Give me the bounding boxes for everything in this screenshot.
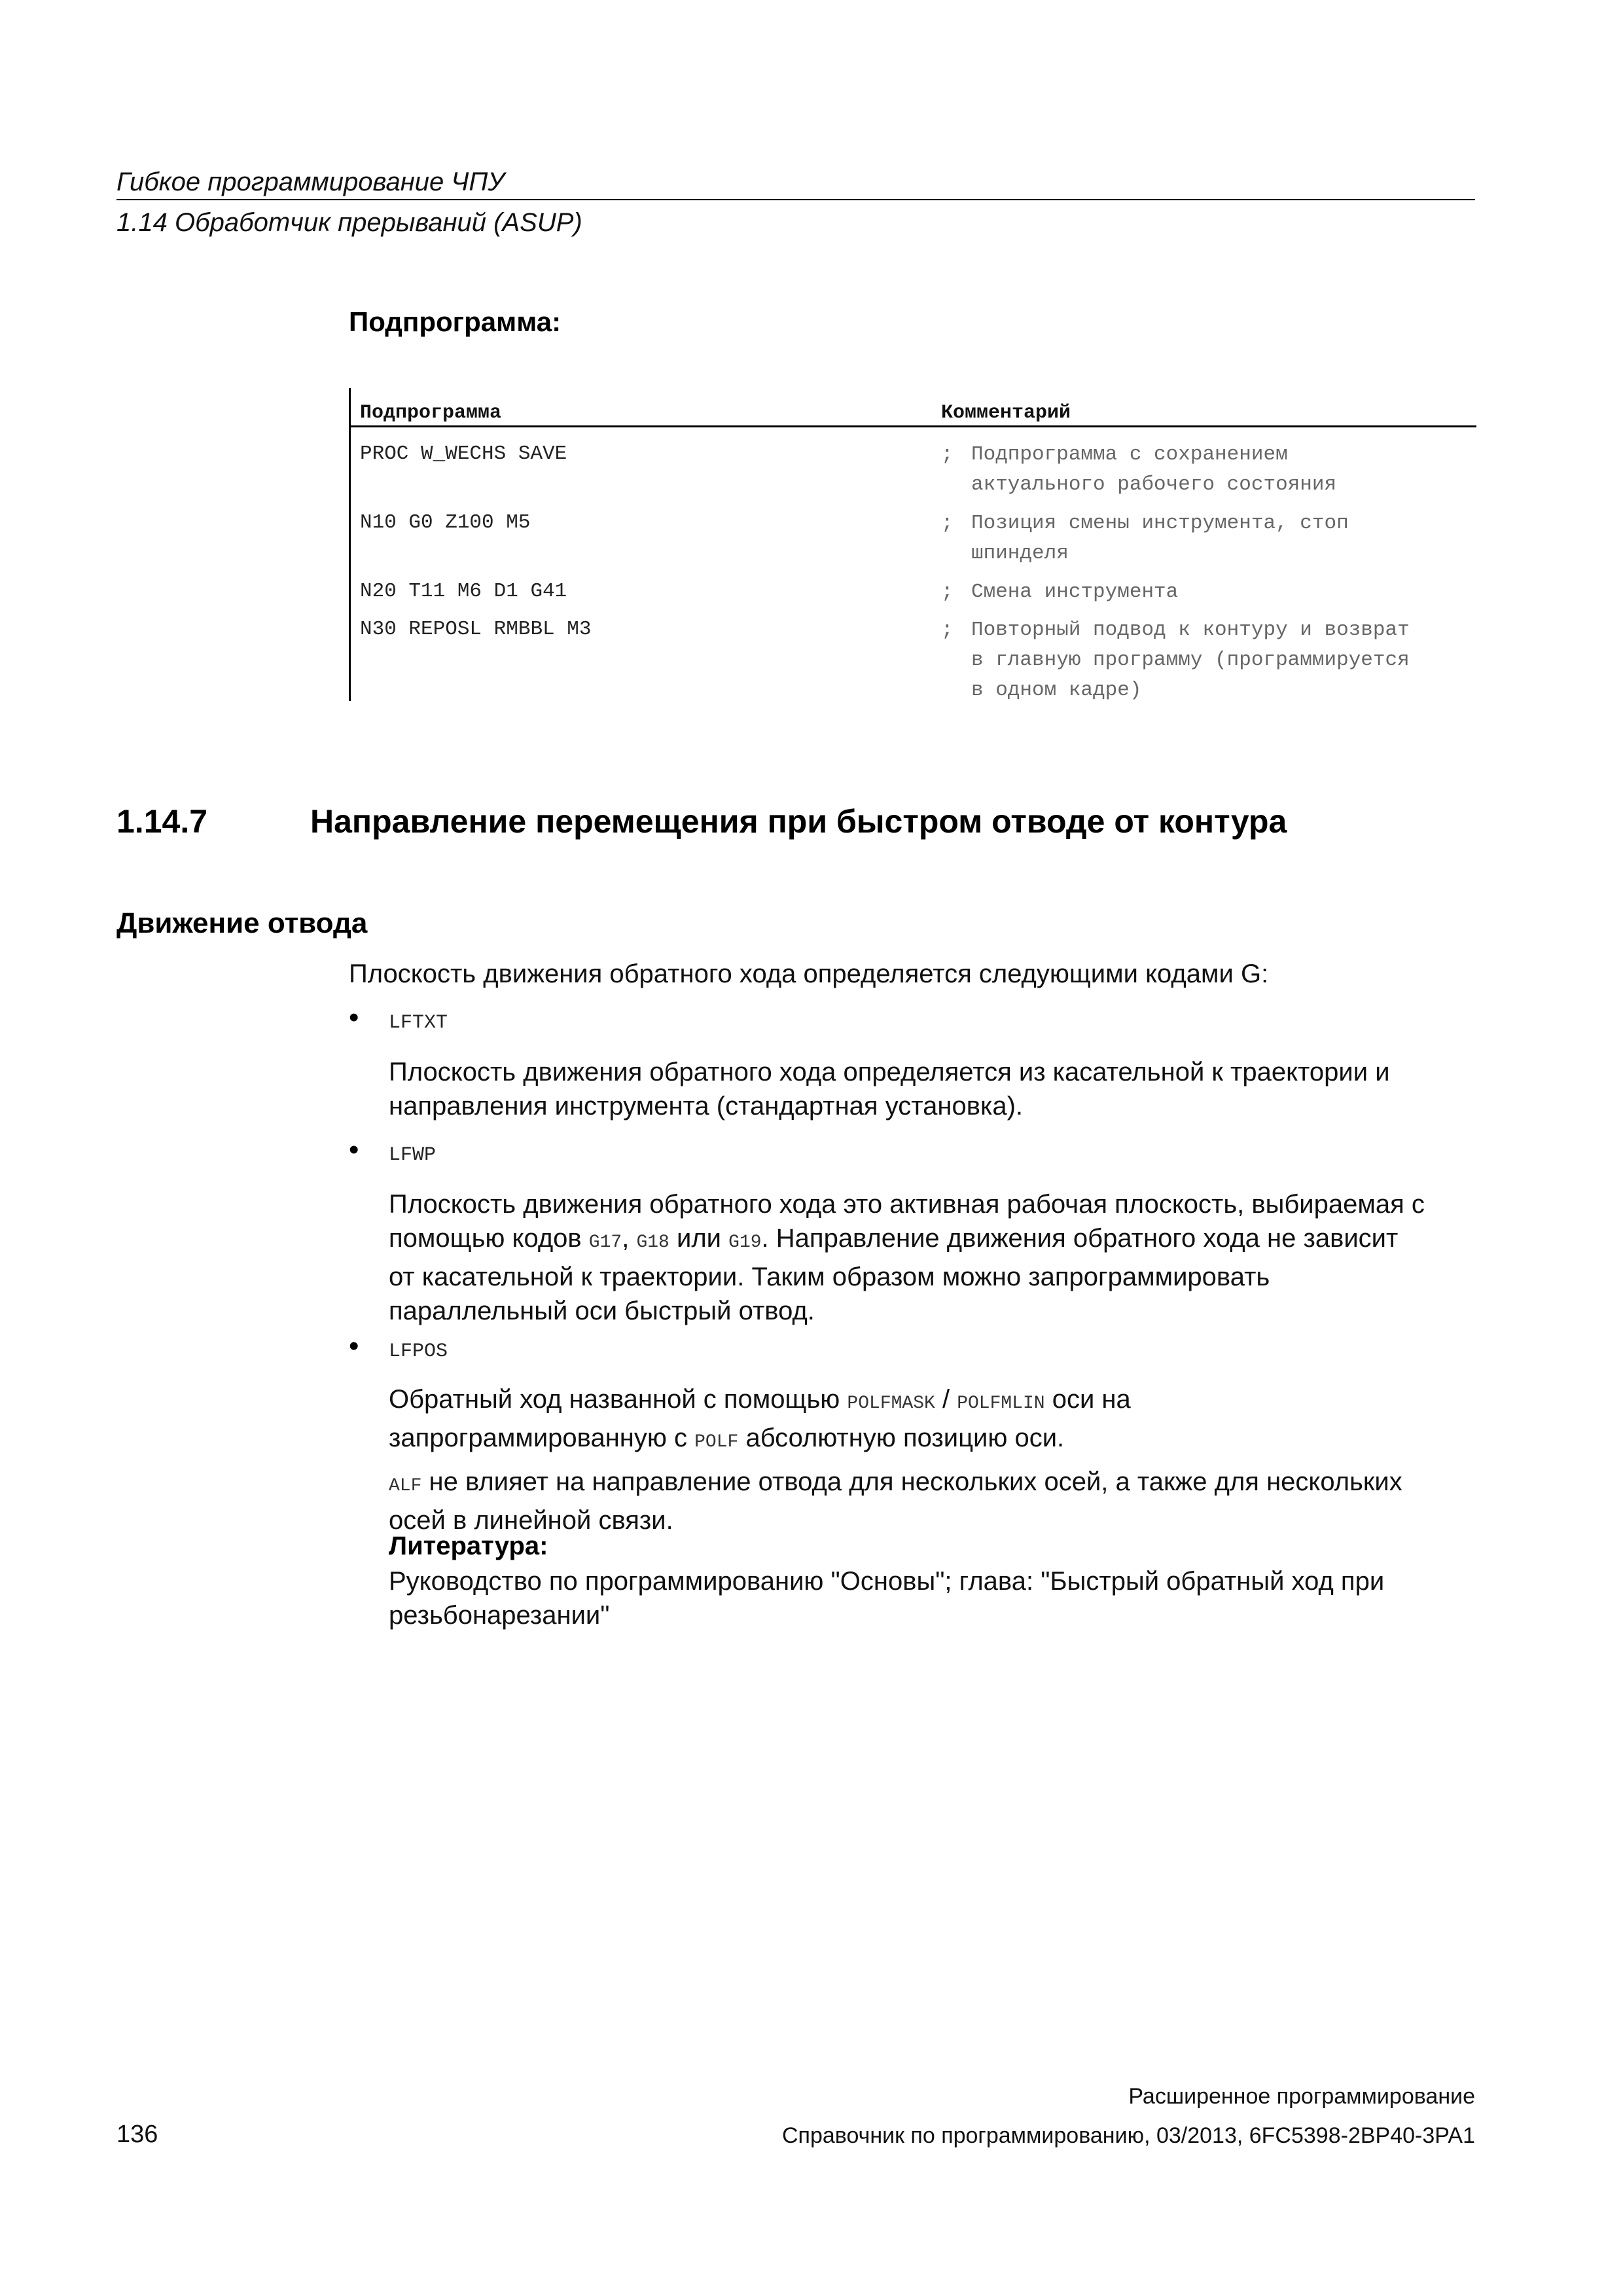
header-rule xyxy=(116,199,1475,200)
item-text-lftxt: Плоскость движения обратного хода определяется из касательной к траектории и направления инструмента (стандартная установка). xyxy=(389,1058,1390,1121)
table-row-comment: Подпрограмма с сохранением актуального рабочего состояния xyxy=(971,443,1337,496)
item-text-lfwp: Плоскость движения обратного хода это активная рабочая плоскость, выбираемая с помощью кодов G17, G18 или G19. Направление движения обратного хода не зависит от касательной к траектории. Таким образом можно запрограммировать параллельный оси быстрый отвод. xyxy=(389,1190,1425,1325)
bullet-icon: • xyxy=(349,1330,359,1362)
table-row-semicolon: ; xyxy=(941,443,954,466)
code-alf: ALF xyxy=(389,1476,422,1496)
table-col-comment: Комментарий xyxy=(941,402,1071,424)
code-g17: G17 xyxy=(588,1232,622,1253)
table-col-code: Подпрограмма xyxy=(360,402,502,424)
table-row-comment: Смена инструмента xyxy=(971,581,1179,603)
retract-heading: Движение отвода xyxy=(116,907,368,939)
table-header-rule xyxy=(349,425,1476,427)
section-title: Направление перемещения при быстром отводе от контура xyxy=(310,803,1287,840)
literature-title: Литература: xyxy=(389,1532,548,1560)
header-section: 1.14 Обработчик прерываний (ASUP) xyxy=(116,208,582,237)
alf-note: ALF не влияет на направление отвода для нескольких осей, а также для нескольких осей в линейной связи. xyxy=(389,1467,1402,1535)
table-row-semicolon: ; xyxy=(941,581,954,603)
code-polfmask: POLFMASK xyxy=(847,1393,935,1414)
item-command-lfwp: LFWP xyxy=(389,1144,437,1166)
item-command-lftxt: LFTXT xyxy=(389,1012,448,1034)
table-row-code: N20 T11 M6 D1 G41 xyxy=(360,580,567,603)
literature-text: Руководство по программированию "Основы"; глава: "Быстрый обратный ход при резьбонарезании" xyxy=(389,1567,1385,1630)
page-number: 136 xyxy=(116,2121,158,2148)
subprogram-heading: Подпрограмма: xyxy=(349,306,562,337)
table-row-comment: Повторный подвод к контуру и возврат в главную программу (программируется в одном кадре) xyxy=(971,619,1410,702)
header-chapter: Гибкое программирование ЧПУ xyxy=(116,168,505,196)
code-g18: G18 xyxy=(636,1232,669,1253)
table-row-code: N10 G0 Z100 M5 xyxy=(360,511,531,534)
code-polf: POLF xyxy=(694,1432,739,1452)
table-row-semicolon: ; xyxy=(941,619,954,641)
footer-manual: Справочник по программированию, 03/2013, 6FC5398-2BP40-3PA1 xyxy=(782,2123,1475,2148)
bullet-icon: • xyxy=(349,1134,359,1166)
code-g19: G19 xyxy=(728,1232,762,1253)
section-number: 1.14.7 xyxy=(116,803,208,840)
item-text-lfpos: Обратный ход названной с помощью POLFMASK / POLFMLIN оси на запрограммированную с POLF абсолютную позицию оси. xyxy=(389,1385,1131,1452)
table-row-code: PROC W_WECHS SAVE xyxy=(360,442,567,465)
table-row-comment: Позиция смены инструмента, стоп шпинделя xyxy=(971,512,1349,565)
item-command-lfpos: LFPOS xyxy=(389,1340,448,1363)
bullet-icon: • xyxy=(349,1001,359,1033)
table-row-semicolon: ; xyxy=(941,512,954,535)
table-left-rule xyxy=(349,388,351,701)
table-row-code: N30 REPOSL RMBBL M3 xyxy=(360,618,592,641)
footer-book-title: Расширенное программирование xyxy=(1128,2084,1475,2109)
code-polfmlin: POLFMLIN xyxy=(957,1393,1045,1414)
retract-intro: Плоскость движения обратного хода определяется следующими кодами G: xyxy=(349,960,1269,988)
